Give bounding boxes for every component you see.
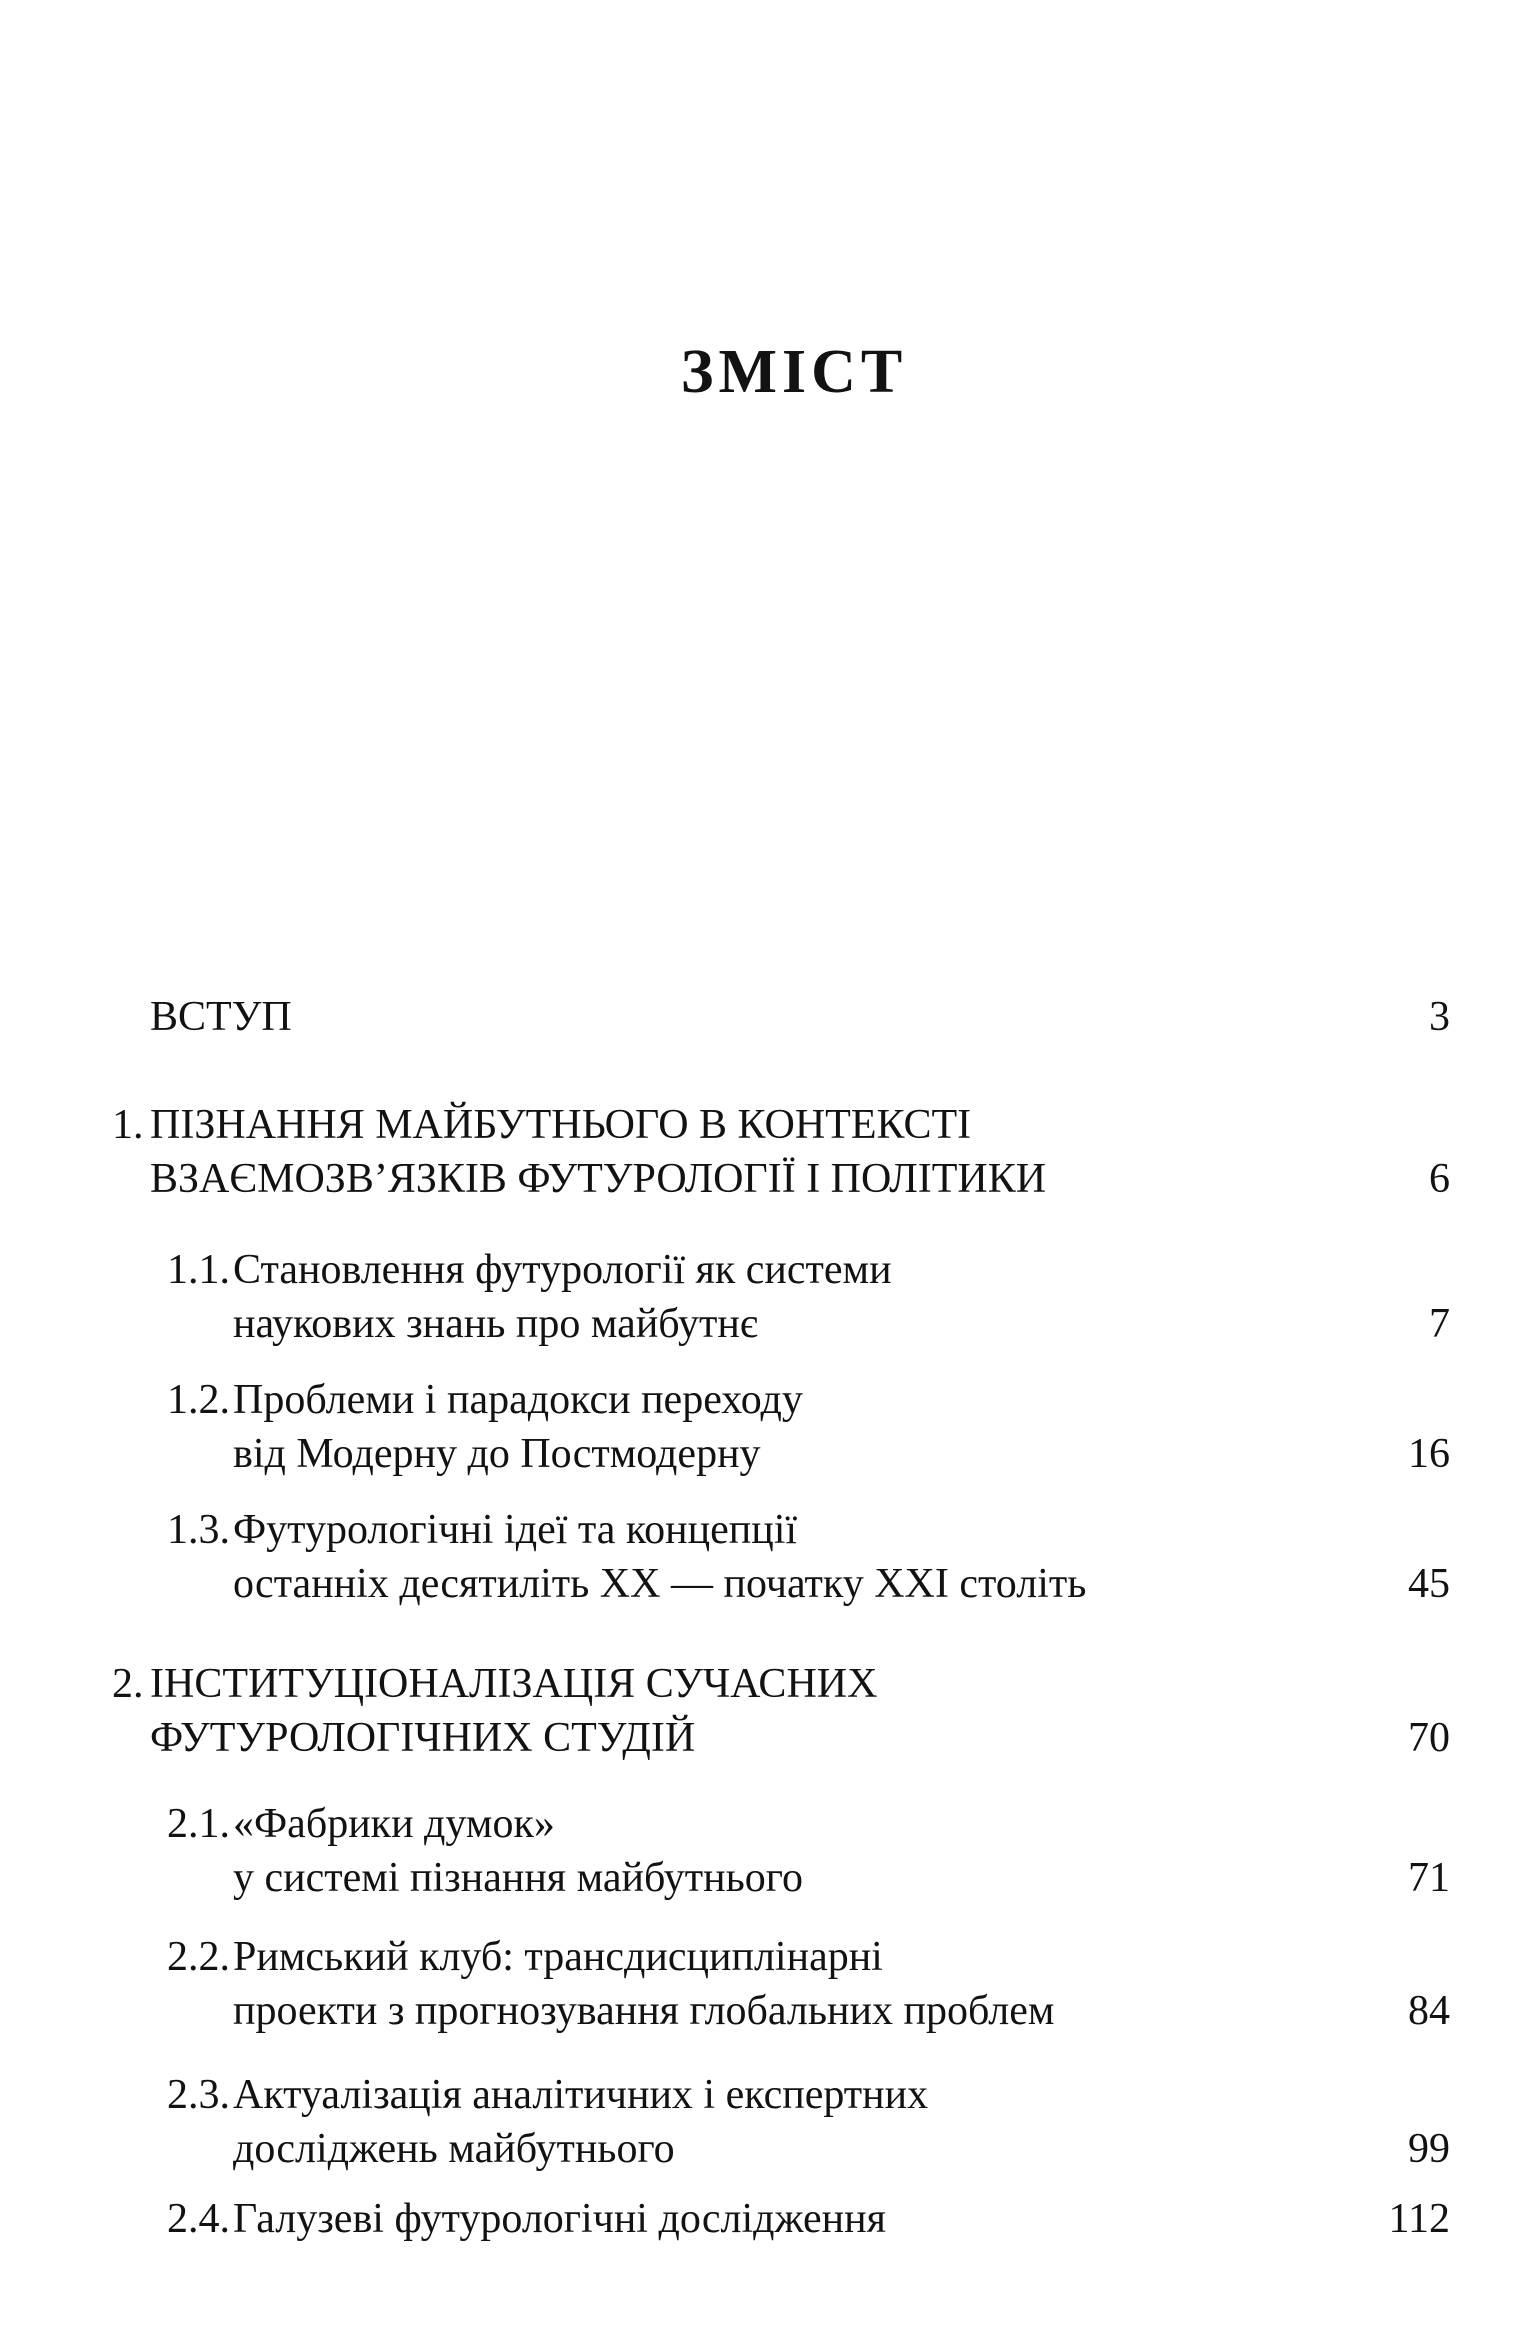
toc-entry-page-number: 84 (1408, 1988, 1450, 2034)
toc-entry-number: 1.1. (167, 1247, 230, 1293)
toc-entry-line: Становлення футурології як системи (233, 1247, 892, 1293)
toc-entry-page-number: 16 (1408, 1431, 1450, 1477)
toc-entry-line: ВСТУП (150, 994, 292, 1040)
toc-entry-number: 2. (112, 1661, 144, 1707)
toc-entry-page-number: 3 (1429, 994, 1450, 1040)
toc-entry-line: ПІЗНАННЯ МАЙБУТНЬОГО В КОНТЕКСТІ (150, 1102, 972, 1148)
toc-entry-page-number: 7 (1429, 1301, 1450, 1347)
toc-entry-line: наукових знань про майбутнє (233, 1301, 758, 1347)
toc-entry-page-number: 6 (1429, 1156, 1450, 1202)
toc-entry-page-number: 112 (1388, 2196, 1450, 2242)
toc-entry (167, 1243, 1450, 1351)
table-of-contents (112, 990, 1450, 2246)
toc-entry-number: 1.2. (167, 1377, 230, 1423)
toc-entry-text (112, 1098, 1450, 1206)
toc-entry (167, 2192, 1450, 2246)
toc-entry-line: «Фабрики думок» (233, 1801, 555, 1847)
toc-entry (112, 1098, 1450, 1206)
toc-entry-line: останніх десятиліть XX — початку XXI століть (233, 1561, 1087, 1607)
page-title: ЗМІСТ (680, 338, 908, 406)
toc-entry-line: Футурологічні ідеї та концепції (233, 1507, 798, 1553)
toc-entry-line: ІНСТИТУЦІОНАЛІЗАЦІЯ СУЧАСНИХ (150, 1661, 878, 1707)
toc-entry-line: ВЗАЄМОЗВ’ЯЗКІВ ФУТУРОЛОГІЇ І ПОЛІТИКИ (150, 1156, 1047, 1202)
toc-entry-page-number: 70 (1408, 1715, 1450, 1761)
toc-entry-number: 2.3. (167, 2072, 230, 2118)
toc-entry-text (112, 1657, 1450, 1765)
toc-entry (112, 990, 1450, 1044)
toc-entry-page-number: 45 (1408, 1561, 1450, 1607)
toc-entry-line: Проблеми і парадокси переходу (233, 1377, 803, 1423)
toc-entry-text (167, 1930, 1450, 2038)
toc-entry (167, 1930, 1450, 2038)
toc-entry-number: 1.3. (167, 1507, 230, 1553)
toc-entry-line: Галузеві футурологічні дослідження (233, 2196, 886, 2242)
toc-entry-text (167, 2068, 1450, 2176)
toc-entry-number: 1. (112, 1102, 144, 1148)
toc-entry-number: 2.1. (167, 1801, 230, 1847)
toc-entry-line: Римський клуб: трансдисциплінарні (233, 1934, 883, 1980)
toc-entry-text (167, 1373, 1450, 1481)
toc-entry-page-number: 99 (1408, 2126, 1450, 2172)
toc-entry-page-number: 71 (1408, 1855, 1450, 1901)
toc-entry-text (167, 1503, 1450, 1611)
toc-entry (167, 1373, 1450, 1481)
toc-entry (167, 1503, 1450, 1611)
toc-entry-line: у системі пізнання майбутнього (233, 1855, 803, 1901)
toc-entry-number: 2.2. (167, 1934, 230, 1980)
toc-entry-line: Актуалізація аналітичних і експертних (233, 2072, 929, 2118)
toc-entry (167, 1797, 1450, 1905)
toc-entry-text (167, 1243, 1450, 1351)
toc-entry-text (167, 1797, 1450, 1905)
toc-entry-text (167, 2192, 1450, 2246)
toc-entry (112, 1657, 1450, 1765)
toc-entry-line: ФУТУРОЛОГІЧНИХ СТУДІЙ (150, 1715, 696, 1761)
toc-entry (167, 2068, 1450, 2176)
toc-entry-line: досліджень майбутнього (233, 2126, 675, 2172)
toc-entry-text (112, 990, 1450, 1044)
toc-entry-number: 2.4. (167, 2196, 230, 2242)
toc-entry-line: від Модерну до Постмодерну (233, 1431, 761, 1477)
toc-entry-line: проекти з прогнозування глобальних проблем (233, 1988, 1055, 2034)
